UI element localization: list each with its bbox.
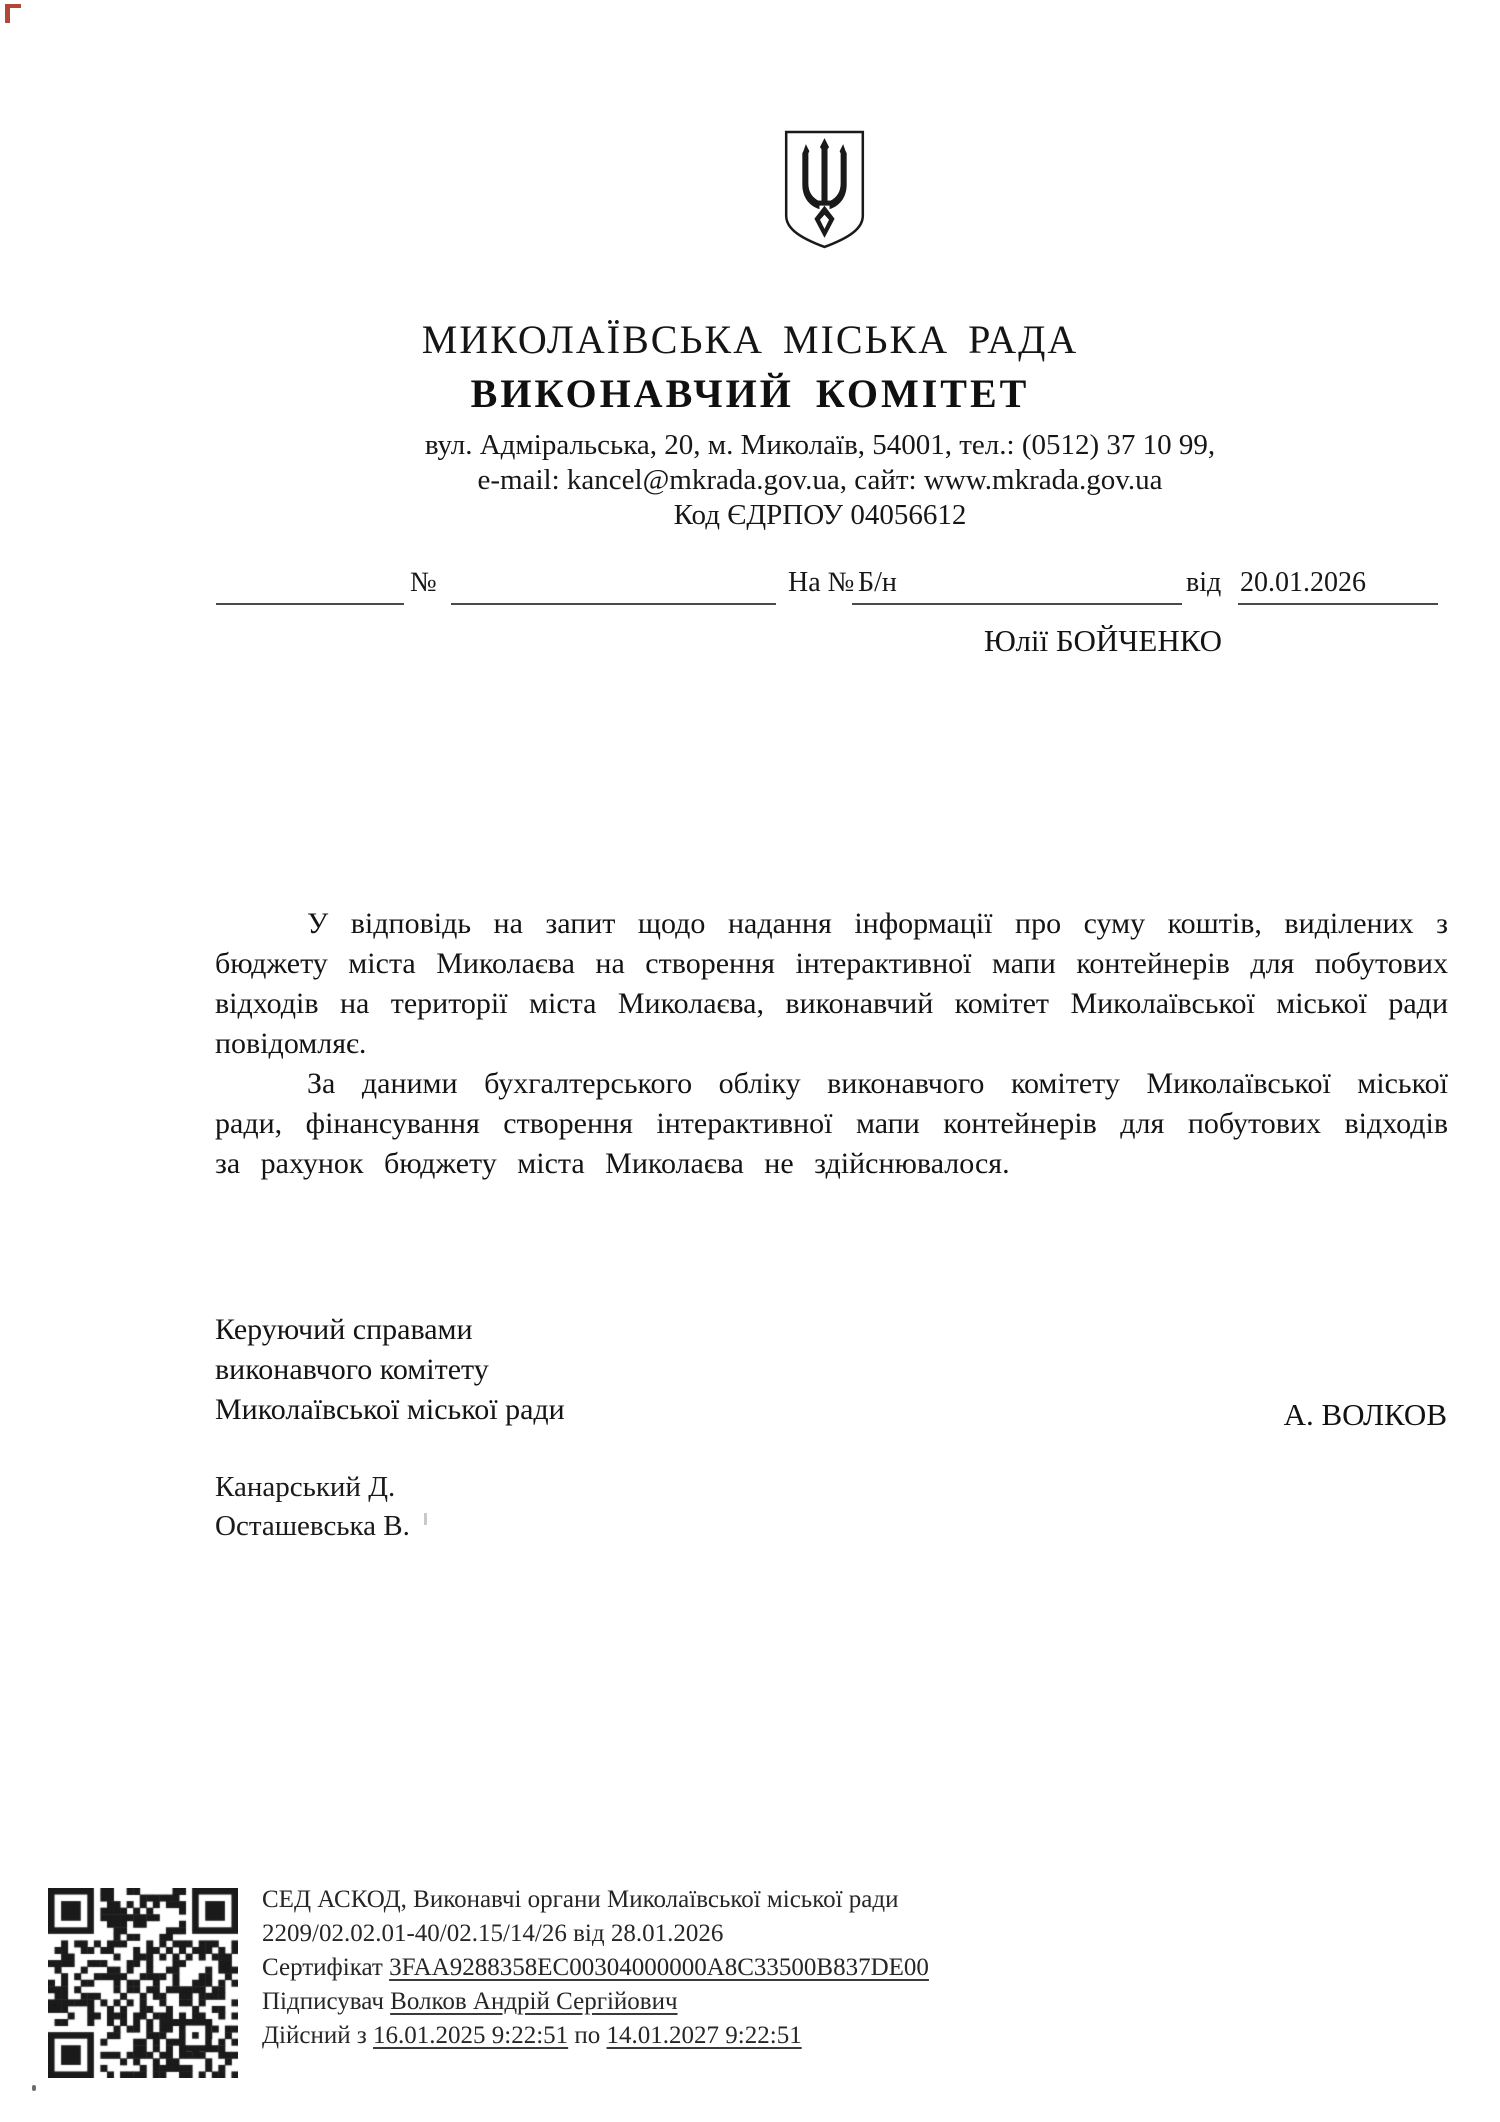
address-line: вул. Адміральська, 20, м. Миколаїв, 54001, тел.: (0512) 37 10 99,	[424, 429, 1216, 461]
certificate-label: Сертифікат	[262, 1954, 383, 1981]
date-label: від	[1186, 567, 1222, 598]
date-value: 20.01.2026	[1240, 567, 1366, 598]
qr-code	[48, 1888, 238, 2078]
letter-body	[215, 904, 1448, 1184]
scan-artifact-tick	[424, 1513, 427, 1525]
stamp-doc-number-line: 2209/02.02.01-40/02.15/14/26 від 28.01.2026	[262, 1920, 724, 1947]
blank-line-outgoing-number	[451, 603, 776, 605]
org-address-block	[140, 428, 1500, 533]
signer-position-block	[215, 1310, 565, 1430]
valid-separator: по	[574, 2022, 601, 2049]
signer-position-line: виконавчого комітету	[215, 1353, 489, 1386]
body-paragraph: У відповідь на запит щодо надання інформації про суму коштів, виділених з бюджету міста Миколаєва на створення інтерактивної мапи контейнерів для побутових відходів на території міста Миколаєва, виконавчий комітет Миколаївської міської ради повідомляє.	[215, 907, 1448, 1060]
tryzub-emblem-icon	[779, 127, 870, 252]
executors-block	[215, 1468, 410, 1546]
scan-artifact-corner	[5, 4, 21, 23]
on-number-value: Б/н	[858, 567, 897, 598]
scan-artifact-dot	[32, 2085, 36, 2091]
stamp-certificate-line	[262, 1951, 929, 1985]
stamp-validity-line	[262, 2019, 929, 2053]
org-unit: ВИКОНАВЧИЙ КОМІТЕТ	[470, 371, 1030, 416]
signer-fullname: Волков Андрій Сергійович	[390, 1988, 678, 2015]
edrpou-line: Код ЄДРПОУ 04056612	[673, 499, 967, 531]
org-name: МИКОЛАЇВСЬКА МІСЬКА РАДА	[421, 317, 1079, 362]
certificate-value: 3FAA9288358EC00304000000A8C33500B837DE00	[389, 1954, 929, 1981]
on-number-label: На №	[788, 567, 855, 598]
body-paragraph: За даними бухгалтерського обліку виконавчого комітету Миколаївської міської ради, фінансування створення інтерактивної мапи контейнерів для побутових відходів за рахунок бюджету міста Миколаєва не здійснювалося.	[215, 1067, 1448, 1180]
esignature-stamp	[262, 1883, 929, 2053]
number-label: №	[410, 567, 437, 598]
stamp-signer-line	[262, 1985, 929, 2019]
blank-line-outgoing-date	[216, 603, 404, 605]
executor-name: Осташевська В.	[215, 1510, 410, 1542]
address-line: e-mail: kancel@mkrada.gov.ua, сайт: www.mkrada.gov.ua	[477, 464, 1163, 496]
signer-name: А. ВОЛКОВ	[1283, 1397, 1447, 1432]
valid-from-value: 16.01.2025 9:22:51	[373, 2022, 569, 2049]
blank-line-incoming-number	[852, 603, 1182, 605]
signer-position-line: Миколаївської міської ради	[215, 1393, 565, 1426]
signer-position-line: Керуючий справами	[215, 1313, 473, 1346]
blank-line-date	[1238, 603, 1438, 605]
signer-label: Підписувач	[262, 1988, 384, 2015]
valid-to-value: 14.01.2027 9:22:51	[606, 2022, 802, 2049]
recipient-name: Юлії БОЙЧЕНКО	[984, 623, 1223, 658]
stamp-system-line: СЕД АСКОД, Виконавчі органи Миколаївської міської ради	[262, 1886, 899, 1913]
executor-name: Канарський Д.	[215, 1471, 396, 1503]
valid-from-label: Дійсний з	[262, 2022, 367, 2049]
